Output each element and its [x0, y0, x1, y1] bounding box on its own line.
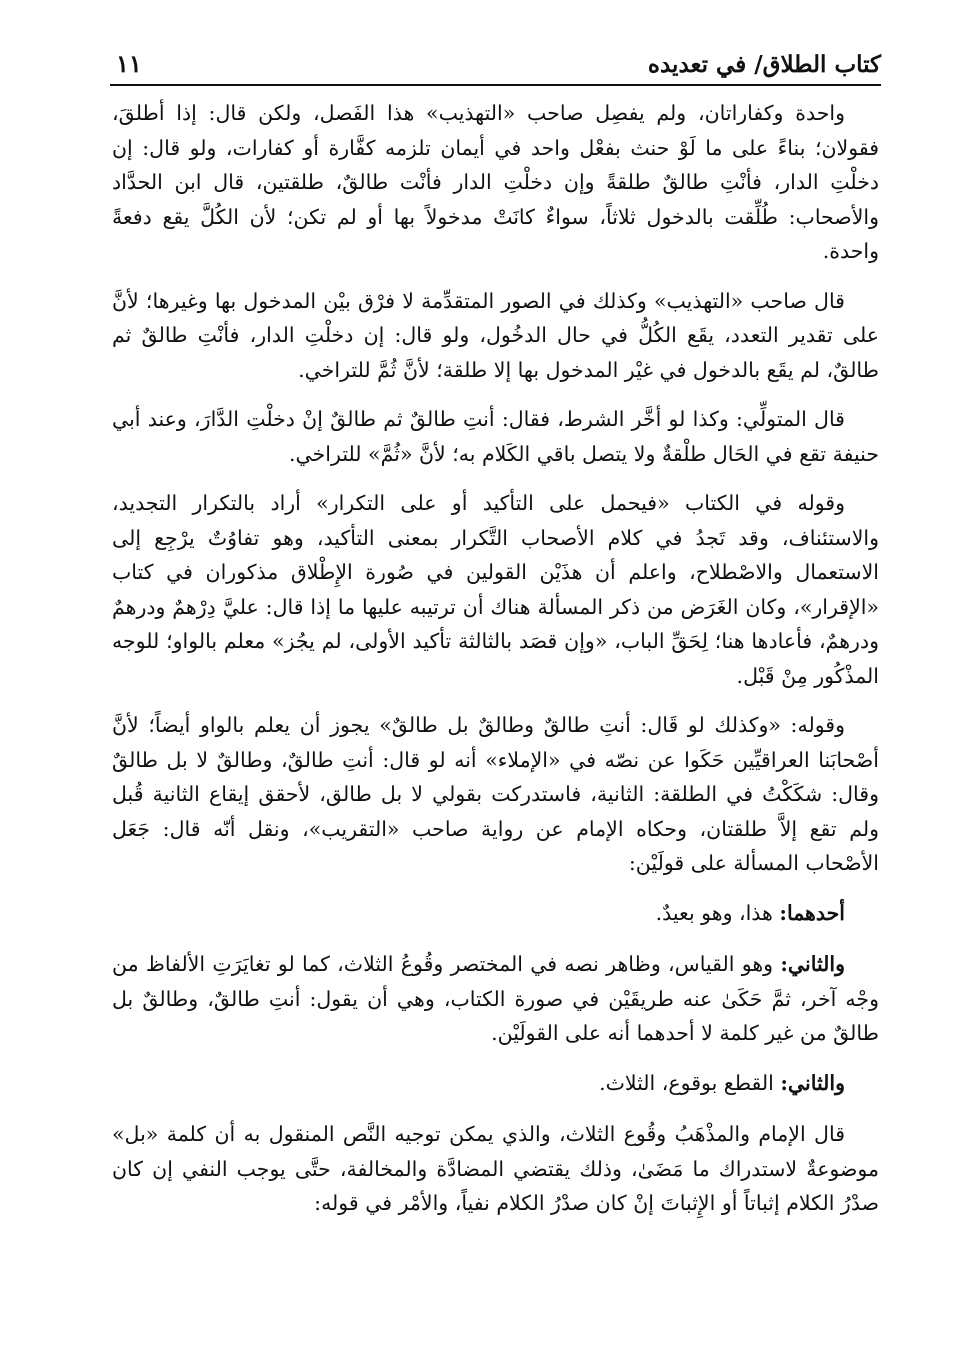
paragraph-text: القطع بوقوع، الثلاث.	[599, 1070, 781, 1095]
paragraph-text: قال المتولِّي: وكذا لو أخَّر الشرط، فقال: أنتِ طالقٌ ثم طالقٌ إنْ دخلْتِ الدَّارَ، وعند أبي حنيفة تقع في الحَال طلْقةٌ ولا يتصل باقي الكَلام به؛ لأنَّ «ثُمَّ» للتراخي.	[112, 407, 879, 466]
paragraph-lead: والثاني:	[780, 952, 845, 976]
paragraph	[112, 402, 879, 471]
paragraph	[112, 284, 879, 388]
paragraph-lead: أحدهما:	[779, 900, 845, 925]
paragraph-text: هذا، وهو بعيدٌ.	[655, 900, 780, 925]
paragraph-text: قال الإمام والمذْهَبُ وقُوع الثلاث، والذي يمكن توجيه النَّص المنقول به أن كلمة «بل» موضوعةٌ لاستدراك ما مَضَىٰ، وذلك يقتضي المضادَّة والمخالفة، حتَّى يوجب النفي إن كان صدْرُ الكلام إثباتاً أو الإِثباتَ إنْ كان صدْرُ الكلام نفياً، والأمْر في قوله:	[112, 1122, 879, 1215]
paragraph-text: واحدة وكفاراتان، ولم يفصِل صاحب «التهذيب» هذا الفَصل، ولكن قال: إذا أطلقَ، فقولان؛ بناءً على ما لَوْ حنث بفعْل واحد في أيمان تلزمه كفَّارة أو كفارات، ولو قال: إن دخلْتِ الدار، فأنْتِ طالقٌ طلقةً وإن دخلْتِ الدار فأنْت طالقٌ، طلقتين، قال ابن الحدَّاد والأصحاب: طُلِّقت بالدخول ثلاثاً، سواءٌ كانَتْ مدخولاً بها أو لم تكن؛ لأن الكُلَّ يقع دفعةً واحدة.	[112, 101, 879, 263]
paragraph	[112, 96, 879, 269]
paragraph-first-opinion	[112, 896, 879, 931]
body-text	[112, 96, 879, 1236]
paragraph-text: وقوله: «وكذلك لو قَال: أنتِ طالقٌ وطالقٌ بل طالقٌ» يجوز أن يعلم بالواو أيضاً؛ لأنَّ أصْحابَنا العراقيِّين حَكَوا عن نصّه في «الإملاء» أنه لو قال: أنتِ طالقٌ، وطالقٌ لا بل طالقٌ وقال: شكَكْتُ في الطلقة: الثانية، فاستدركت بقولي لا بل طالق، لأحقق إيقاع الثانية قُبل ولم تقع إلاَّ طلقتان، وحكاه الإمام عن رواية صاحب «التقريب»، ونقل أنّه قال: جَعَل الأصْحاب المسألة على قولَيْن:	[112, 713, 879, 875]
paragraph-text: قال صاحب «التهذيب» وكذلك في الصور المتقدِّمة لا فرْق بيْن المدخول بها وغيرها؛ لأنَّ على تقدير التعدد، يقَع الكُلُّ في حال الدخُول، ولو قال: إن دخلْتِ الدار، فأنْتِ طالقٌ ثم طالقٌ، لم يقَع بالدخول في غيْر المدخول بها إلا طلقة؛ لأنَّ ثُمَّ للتراخي.	[112, 288, 879, 382]
paragraph-second-opinion	[112, 947, 879, 1051]
paragraph-second-path	[112, 1066, 879, 1101]
paragraph	[112, 708, 879, 881]
page-number: ١١	[116, 49, 142, 78]
paragraph-lead: والثاني:	[780, 1070, 845, 1095]
paragraph-text: وقوله في الكتاب «فيحمل على التأكيد أو على التكرار» أراد بالتكرار التجديد، والاستئناف، وقد تَجدُ في كلام الأصحاب التَّكرار بمعنى التأكيد، وهو تفاوُتٌ يرْجِع إلى الاستعمال والاصْطلاح، واعلم أن هذَيْن القولين في صُورة الإِطْلاق مذكوران في كتاب «الإقرار»، وكان الغَرَض من ذكر المسألة هناك أن ترتيبه عليها ما إذا قال: عليَّ دِرْهمٌ ودرهمٌ ودرهمٌ، فأعادها هنا؛ لِحَقِّ الباب، «وإن قصَد بالثالثة تأكيد الأولى، لم يجُز» معلم بالواو؛ للوجه المذْكُور مِنْ قَبْل.	[112, 491, 879, 688]
paragraph	[112, 486, 879, 693]
paragraph-text: وهو القياس، وظاهر نصه في المختصر وقُوعُ الثلاث، كما لو تغايَرَتِ الألفاظ من وجْه آخر، ثمَّ حَكَىٰ عنه طريقَيْن في صورة الكتاب، وهي أن يقول: أنتِ طالقٌ، وطالقٌ بل طالقٌ من غير كلمة لا أحدهما أنه على القولَيْن.	[112, 952, 879, 1045]
paragraph	[112, 1117, 879, 1221]
page-header	[110, 30, 881, 86]
running-title: كتاب الطلاق/ في تعديده	[647, 51, 881, 78]
